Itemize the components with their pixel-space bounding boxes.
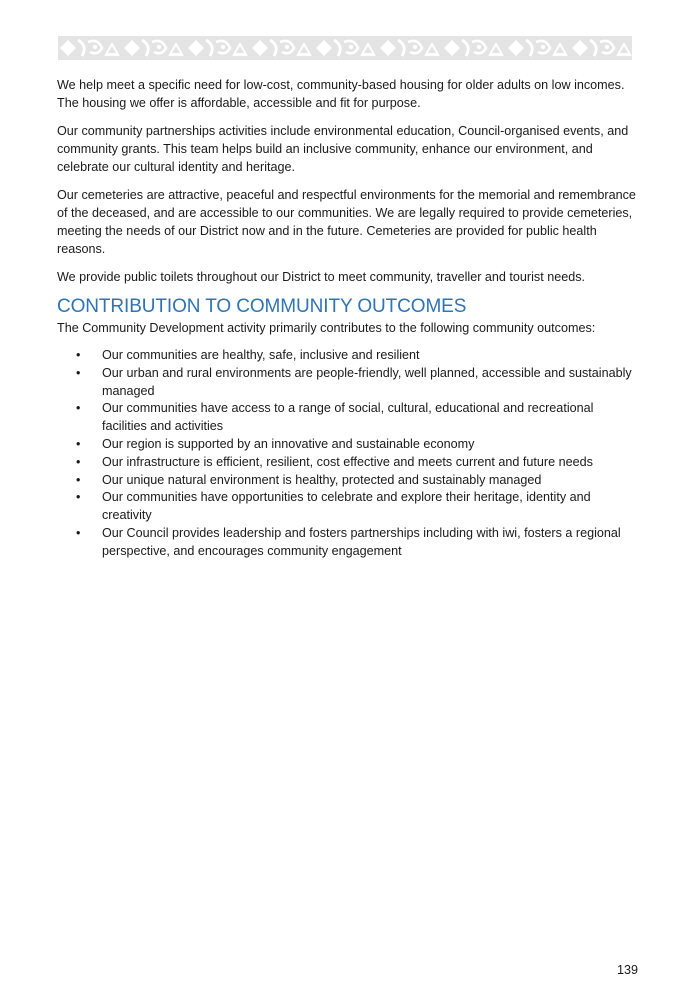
- list-item-text: Our Council provides leadership and fosters partnerships including with iwi, fosters a regional perspective, and encourages community engagement: [102, 525, 621, 558]
- section-heading: CONTRIBUTION TO COMMUNITY OUTCOMES: [57, 296, 467, 317]
- list-item-text: Our communities have opportunities to celebrate and explore their heritage, identity and creativity: [102, 490, 591, 523]
- paragraph-housing: We help meet a specific need for low-cost, community-based housing for older adults on low incomes. The housing we offer is affordable, accessible and fit for purpose.: [57, 78, 625, 110]
- decorative-pattern-banner: [58, 36, 632, 60]
- paragraph-cemeteries: Our cemeteries are attractive, peaceful and respectful environments for the memorial and remembrance of the deceased, and are accessible to our communities. We are legally required to provide cemeteries, meeting the needs of our District now and in the future. Cemeteries are provided for public health reasons.: [57, 188, 636, 256]
- list-item: [57, 489, 637, 525]
- community-outcomes-list: [57, 347, 637, 561]
- list-item-text: Our communities are healthy, safe, inclusive and resilient: [102, 348, 420, 362]
- list-item: [57, 525, 637, 561]
- list-item: [57, 436, 637, 454]
- list-item: [57, 400, 637, 436]
- document-body: [57, 76, 637, 561]
- list-item-text: Our unique natural environment is healthy, protected and sustainably managed: [102, 472, 542, 487]
- bullet-icon: •: [76, 454, 81, 469]
- paragraph-public-toilets: We provide public toilets throughout our District to meet community, traveller and tourist needs.: [57, 270, 586, 284]
- list-item: [57, 347, 637, 365]
- list-item-text: Our communities have access to a range of social, cultural, educational and recreational facilities and activities: [102, 401, 594, 434]
- bullet-icon: •: [76, 472, 81, 487]
- bullet-icon: •: [76, 490, 81, 505]
- bullet-icon: •: [76, 365, 81, 380]
- list-item: [57, 454, 637, 472]
- paragraph-community-partnerships: Our community partnerships activities include environmental education, Council-organised events, and community grants. This team helps build an inclusive community, enhance our environment, and celebrate our cultural identity and heritage.: [57, 124, 629, 174]
- list-item: [57, 365, 637, 401]
- bullet-icon: •: [76, 348, 81, 362]
- list-item-text: Our urban and rural environments are people-friendly, well planned, accessible and sustainably managed: [102, 365, 632, 398]
- bullet-icon: •: [76, 401, 81, 416]
- bullet-icon: •: [76, 436, 81, 451]
- page-number: 139: [616, 963, 638, 977]
- list-item-text: Our infrastructure is efficient, resilient, cost effective and meets current and future needs: [102, 454, 593, 469]
- section-intro: The Community Development activity primarily contributes to the following community outcomes:: [57, 321, 596, 335]
- list-item: [57, 472, 637, 490]
- bullet-icon: •: [76, 525, 81, 540]
- list-item-text: Our region is supported by an innovative and sustainable economy: [102, 436, 475, 451]
